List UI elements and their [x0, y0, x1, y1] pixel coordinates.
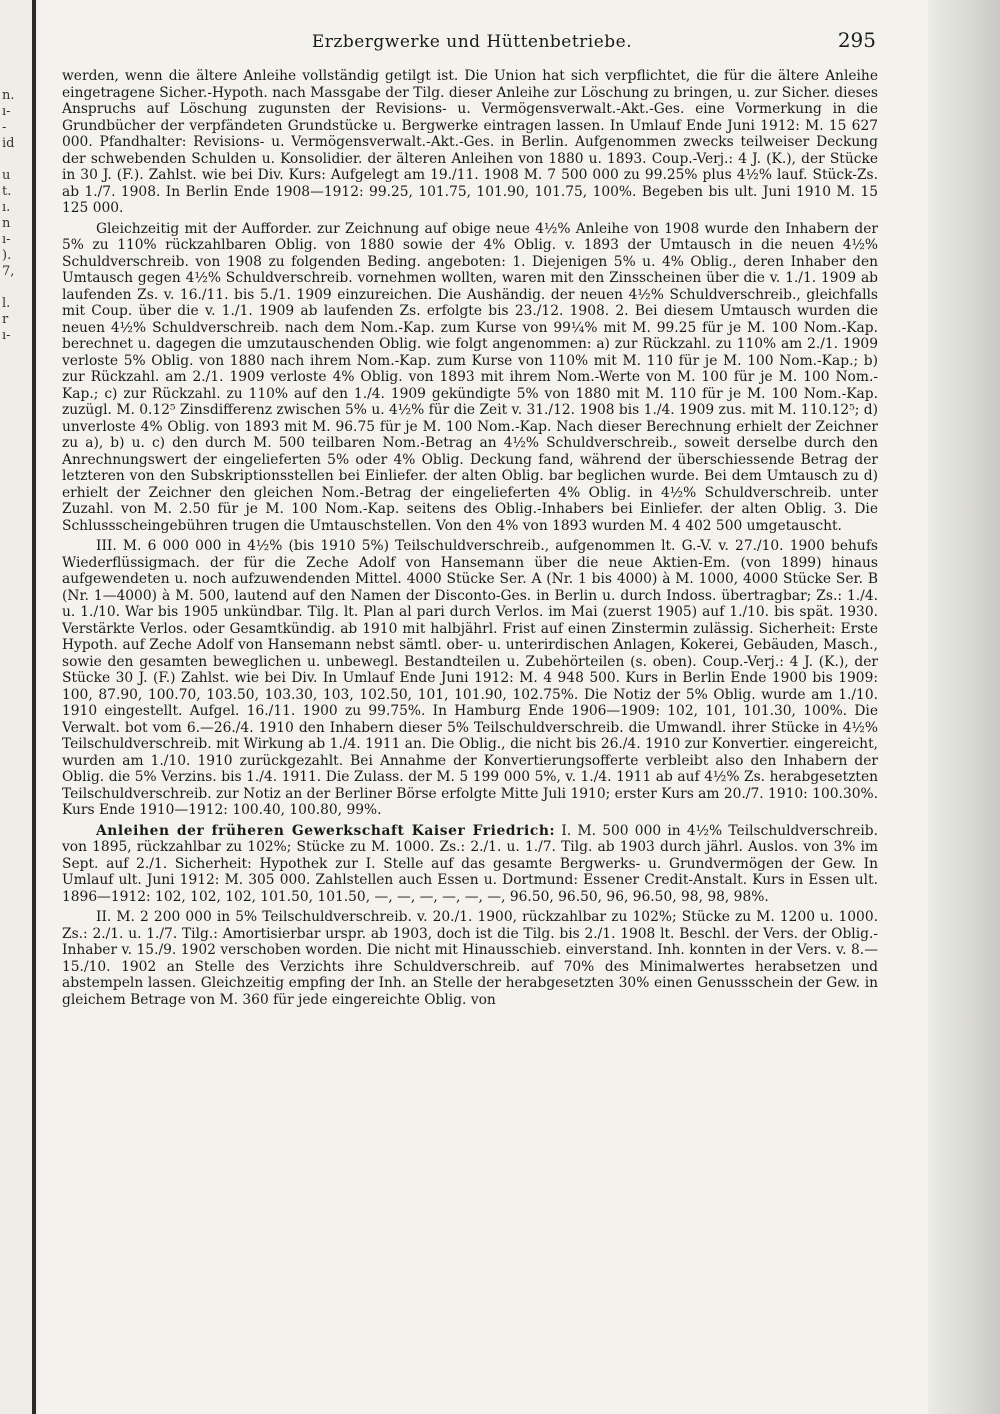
margin-fragment: ). [2, 248, 12, 263]
margin-fragment: 7, [2, 264, 15, 279]
margin-fragment [2, 152, 22, 168]
margin-fragment: - [2, 120, 7, 135]
margin-fragment: ı- [2, 104, 11, 119]
page-header [62, 26, 882, 58]
margin-fragment: ı- [2, 232, 11, 247]
body-text [62, 68, 878, 1012]
margin-fragment: ı. [2, 200, 11, 215]
margin-fragment: n. [2, 88, 15, 103]
running-title: Erzbergwerke und Hüttenbetriebe. [311, 32, 633, 52]
paragraph-kaiser-friedrich-i [62, 823, 878, 906]
paragraph-exchange-terms: Gleichzeitig mit der Aufforder. zur Zeichnung auf obige neue 4½% Anleihe von 1908 wurde den Inhabern der 5% zu 110% rückzahlbaren Oblig. von 1880 sowie der 4% Oblig. v. 1893 der Umtausch in die neuen 4½% Schuldverschreib. von 1908 zu folgenden Beding. angeboten: 1. Diejenigen 5% u. 4% Oblig., deren Inhaber den Umtausch gegen 4½% Schuldverschreib. vornehmen wollten, waren mit den Zinsscheinen über die v. 1./1. 1909 ab laufenden Zs. v. 16./11. bis 5./1. 1909 einzureichen. Die Aushändig. der neuen 4½% Schuldverschreib., gleichfalls mit Coup. über die v. 1./1. 1909 ab laufenden Zs. erfolgte bis 23./12. 1908. 2. Bei diesem Umtausch wurden die neuen 4½% Schuldverschreib. nach dem Nom.-Kap. zum Kurse von 99¼% mit M. 99.25 für je M. 100 Nom.-Kap. berechnet u. dagegen die umzutauschenden Oblig. wie folgt angenommen: a) zur Rückzahl. zu 110% am 2./1. 1909 verloste 5% Oblig. von 1880 nach ihrem Nom.-Kap. zum Kurse von 110% mit M. 110 für je M. 100 Nom.-Kap.; b) zur Rückzahl. am 2./1. 1909 verloste 4% Oblig. von 1893 mit ihrem Nom.-Werte von M. 100 für je M. 100 Nom.-Kap.; c) zur Rückzahl. zu 110% auf den 1./4. 1909 gekündigte 5% von 1880 mit M. 110 für je M. 100 Nom.-Kap. zuzügl. M. 0.12⁵ Zinsdifferenz zwischen 5% u. 4½% für die Zeit v. 31./12. 1908 bis 1./4. 1909 zus. mit M. 110.12⁵; d) unverloste 4% Oblig. von 1893 mit M. 96.75 für je M. 100 Nom.-Kap. Nach dieser Berechnung erhielt der Zeichner zu a), b) u. c) den durch M. 500 teilbaren Nom.-Betrag an 4½% Schuldverschreib., soweit derselbe durch den Anrechnungswert der eingelieferten 5% oder 4% Oblig. Deckung fand, während der überschiessende Betrag der letzteren von den Subskriptionsstellen bei Einliefer. der alten Oblig. bar beglichen wurde. Bei dem Umtausch zu d) erhielt der Zeichner den gleichen Nom.-Betrag der eingelieferten 4% Oblig. in 4½% Schuldverschreib. unter Zuzahl. von M. 2.50 für je M. 100 Nom.-Kap. seitens des Oblig.-Inhabers bei Einliefer. der alten Oblig. 3. Die Schlussscheingebühren trugen die Umtauschstellen. Von den 4% von 1893 wurden M. 4 402 500 umgetauscht. [62, 220, 878, 534]
left-margin-text-fragments [2, 88, 22, 344]
margin-fragment [2, 280, 22, 296]
margin-fragment: ı- [2, 328, 11, 343]
paragraph-loan-iii: III. M. 6 000 000 in 4½% (bis 1910 5%) Teilschuldverschreib., aufgenommen lt. G.-V. v. 27./10. 1900 behufs Wiederflüssigmach. der für die Zeche Adolf von Hansemann über die neue Aktien-Em. (von 1899) hinaus aufgewendeten u. noch aufzuwendenden Mittel. 4000 Stücke Ser. A (Nr. 1 bis 4000) à M. 1000, 4000 Stücke Ser. B (Nr. 1—4000) à M. 500, lautend auf den Namen der Disconto-Ges. in Berlin u. durch Indoss. übertragbar; Zs.: 1./4. u. 1./10. War bis 1905 unkündbar. Tilg. lt. Plan al pari durch Verlos. im Mai (zuerst 1905) auf 1./10. bis spät. 1930. Verstärkte Verlos. oder Gesamtkündig. ab 1910 mit halbjährl. Frist auf einen Zinstermin zulässig. Sicherheit: Erste Hypoth. auf Zeche Adolf von Hansemann nebst sämtl. ober- u. unterirdischen Anlagen, Kokerei, Gebäuden, Masch., sowie den gesamten beweglichen u. unbewegl. Bestandteilen u. Zubehörteilen (s. oben). Coup.-Verj.: 4 J. (K.), der Stücke 30 J. (F.) Zahlst. wie bei Div. In Umlauf Ende Juni 1912: M. 4 948 500. Kurs in Berlin Ende 1900 bis 1909: 100, 87.90, 100.70, 103.50, 103.30, 103, 102.50, 101, 101.90, 102.75%. Die Notiz der 5% Oblig. wurde am 1./10. 1910 eingestellt. Aufgel. 16./11. 1900 zu 99.75%. In Hamburg Ende 1906—1909: 102, 101, 101.30, 100%. Die Verwalt. bot vom 6.—26./4. 1910 den Inhabern dieser 5% Teilschuldverschreib. die Umwandl. ihrer Stücke in 4½% Teilschuldverschreib. mit Wirkung ab 1./4. 1911 an. Die Oblig., die nicht bis 26./4. 1910 zur Konvertier. eingereicht, wurden am 1./10. 1910 zurückgezahlt. Bei Annahme der Konvertierungsofferte verbleibt also den Inhabern der Oblig. die 5% Verzins. bis 1./4. 1911. Die Zulass. der M. 5 199 000 5%, v. 1./4. 1911 ab auf 4½% Zs. herabgesetzten Teilschuldverschreib. zur Notiz an der Berliner Börse erfolgte Mitte Juli 1910; erster Kurs am 20./7. 1910: 100.30%. Kurs Ende 1910—1912: 100.40, 100.80, 99%. [62, 538, 878, 818]
section-paragraph-i: I. M. 500 000 in 4½% Teilschuldverschreib. von 1895, rückzahlbar zu 102%; Stücke zu M. 1000. Zs.: 2./1. u. 1./7. Tilg. ab 1903 durch jährl. Auslos. von 3% im Sept. auf 2./1. Sicherheit: Hypothek zur I. Stelle auf das gesamte Bergwerks- u. Grundvermögen der Gew. In Umlauf ult. Juni 1912: M. 305 000. Zahlstellen auch Essen u. Dortmund: Essener Credit-Anstalt. Kurs in Essen ult. 1896—1912: 102, 102, 102, 101.50, 101.50, —, —, —, —, —, —, 96.50, 96.50, 96, 96.50, 98, 98, 98%. [62, 822, 878, 905]
paragraph-continuation: werden, wenn die ältere Anleihe vollständig getilgt ist. Die Union hat sich verpflichtet, die für die ältere Anleihe eingetragene Sicher.-Hypoth. nach Massgabe der Tilg. dieser Anleihe zur Löschung zu bringen, u. zur Sicher. dieses Anspruchs auf Löschung zugunsten der Revisions- u. Vermögensverwalt.-Akt.-Ges. eine Vormerkung in die Grundbücher der verpfändeten Grundstücke u. Bergwerke eintragen lassen. In Umlauf Ende Juni 1912: M. 15 627 000. Pfandhalter: Revisions- u. Vermögensverwalt.-Akt.-Ges. in Berlin. Aufgenommen zwecks teilweiser Deckung der schwebenden Schulden u. Konsolidier. der älteren Anleihen von 1880 u. 1893. Coup.-Verj.: 4 J. (K.), der Stücke in 30 J. (F.). Zahlst. wie bei Div. Kurs: Aufgelegt am 19./11. 1908 M. 7 500 000 zu 99.25% plus 4½% lauf. Stück-Zs. ab 1./7. 1908. In Berlin Ende 1908—1912: 99.25, 101.75, 101.90, 101.75, 100%. Begeben bis ult. Juni 1910 M. 15 125 000. [62, 68, 879, 216]
right-page-edge-shadow [928, 0, 1000, 1414]
binding-edge-line [32, 0, 36, 1414]
margin-fragment: n [2, 216, 11, 231]
page-number: 295 [837, 28, 876, 52]
paragraph-kaiser-friedrich-ii: II. M. 2 200 000 in 5% Teilschuldverschreib. v. 20./1. 1900, rückzahlbar zu 102%; Stücke zu M. 1200 u. 1000. Zs.: 2./1. u. 1./7. Tilg.: Amortisierbar urspr. ab 1903, doch ist die Tilg. bis 2./1. 1908 lt. Beschl. der Vers. der Oblig.-Inhaber v. 15./9. 1902 verschoben worden. Die nicht mit Hinausschieb. einverstand. Inh. konnten in der Vers. v. 8.—15./10. 1902 an Stelle des Verzichts ihre Schuldverschreib. auf 70% des Minimalwertes herabsetzen und abstempeln lassen. Gleichzeitig empfing der Inh. an Stelle der herabgesetzten 30% einen Genussschein der Gew. in gleichem Betrage von M. 360 für jede eingereichte Oblig. von [62, 909, 878, 1008]
section-heading: Anleihen der früheren Gewerkschaft Kaiser Friedrich: [96, 822, 556, 839]
margin-fragment: id [2, 136, 15, 151]
margin-fragment: t. [2, 184, 12, 199]
margin-fragment: u [2, 168, 11, 183]
margin-fragment: r [2, 312, 9, 327]
margin-fragment: l. [2, 296, 11, 311]
